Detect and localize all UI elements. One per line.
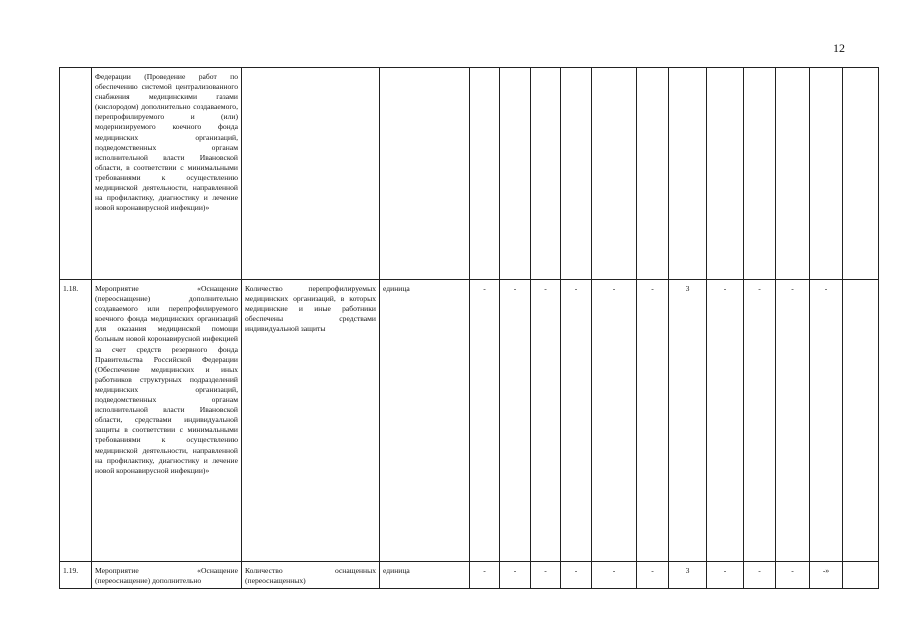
value-cell xyxy=(843,280,879,562)
value-cell: - xyxy=(561,280,592,562)
unit-cell: единица xyxy=(380,280,470,562)
value-cell xyxy=(531,68,561,280)
event-cell: Мероприятие «Оснащение (переоснащение) дополнительно xyxy=(92,562,242,589)
value-cell xyxy=(637,68,669,280)
event-cell: Федерации (Проведение работ по обеспечению системой централизованного снабжения медицинскими газами (кислородом) дополнительно создаваемого, перепрофилируемого и (или) модернизируемого коечного фонда медицинских организаций, подведомственных органам исполнительной власти Ивановской области, в соответствии с минимальными требованиями к осуществлению медицинской деятельности, направленной на профилактику, диагностику и лечение новой коронавирусной инфекции)» xyxy=(92,68,242,280)
table-row xyxy=(60,280,879,562)
indicator-cell xyxy=(242,68,380,280)
value-cell: - xyxy=(592,562,637,589)
value-cell: - xyxy=(470,280,500,562)
indicator-cell: Количество перепрофилируемых медицинских организаций, в которых медицинские и иные работники обеспечены средствами индивидуальной защиты xyxy=(242,280,380,562)
value-cell xyxy=(843,562,879,589)
value-cell: - xyxy=(776,562,810,589)
value-cell: - xyxy=(810,280,843,562)
value-cell: - xyxy=(470,562,500,589)
row-number: 1.18. xyxy=(60,280,92,562)
value-cell xyxy=(810,68,843,280)
value-cell xyxy=(707,68,744,280)
value-cell: - xyxy=(637,280,669,562)
indicators-table xyxy=(59,67,879,589)
value-cell: - xyxy=(531,280,561,562)
value-cell: - xyxy=(707,280,744,562)
table-row xyxy=(60,562,879,589)
indicator-cell: Количество оснащенных (переоснащенных) xyxy=(242,562,380,589)
value-cell: 3 xyxy=(669,562,707,589)
value-cell: 3 xyxy=(669,280,707,562)
value-cell: - xyxy=(500,280,531,562)
value-cell: - xyxy=(707,562,744,589)
value-cell: - xyxy=(776,280,810,562)
value-cell xyxy=(500,68,531,280)
value-cell: - xyxy=(637,562,669,589)
value-cell xyxy=(776,68,810,280)
value-cell xyxy=(843,68,879,280)
table-row xyxy=(60,68,879,280)
value-cell: - xyxy=(531,562,561,589)
row-number xyxy=(60,68,92,280)
page-number: 12 xyxy=(833,41,845,55)
row-number: 1.19. xyxy=(60,562,92,589)
value-cell xyxy=(470,68,500,280)
value-cell: - xyxy=(744,280,776,562)
unit-cell xyxy=(380,68,470,280)
event-cell: Мероприятие «Оснащение (переоснащение) дополнительно создаваемого или перепрофилируемого коечного фонда медицинских организаций для оказания медицинской помощи больным новой коронавирусной инфекцией за счет средств резервного фонда Правительства Российской Федерации (Обеспечение медицинских и иных работников структурных подразделений медицинских организаций, подведомственных органам исполнительной власти Ивановской области, средствами индивидуальной защиты в соответствии с минимальными требованиями к осуществлению медицинской деятельности, направленной на профилактику, диагностику и лечение новой коронавирусной инфекции)» xyxy=(92,280,242,562)
value-cell: - xyxy=(744,562,776,589)
value-cell xyxy=(561,68,592,280)
value-cell xyxy=(592,68,637,280)
value-cell: - xyxy=(592,280,637,562)
value-cell xyxy=(669,68,707,280)
value-cell: -» xyxy=(810,562,843,589)
value-cell: - xyxy=(561,562,592,589)
value-cell: - xyxy=(500,562,531,589)
value-cell xyxy=(744,68,776,280)
unit-cell: единица xyxy=(380,562,470,589)
